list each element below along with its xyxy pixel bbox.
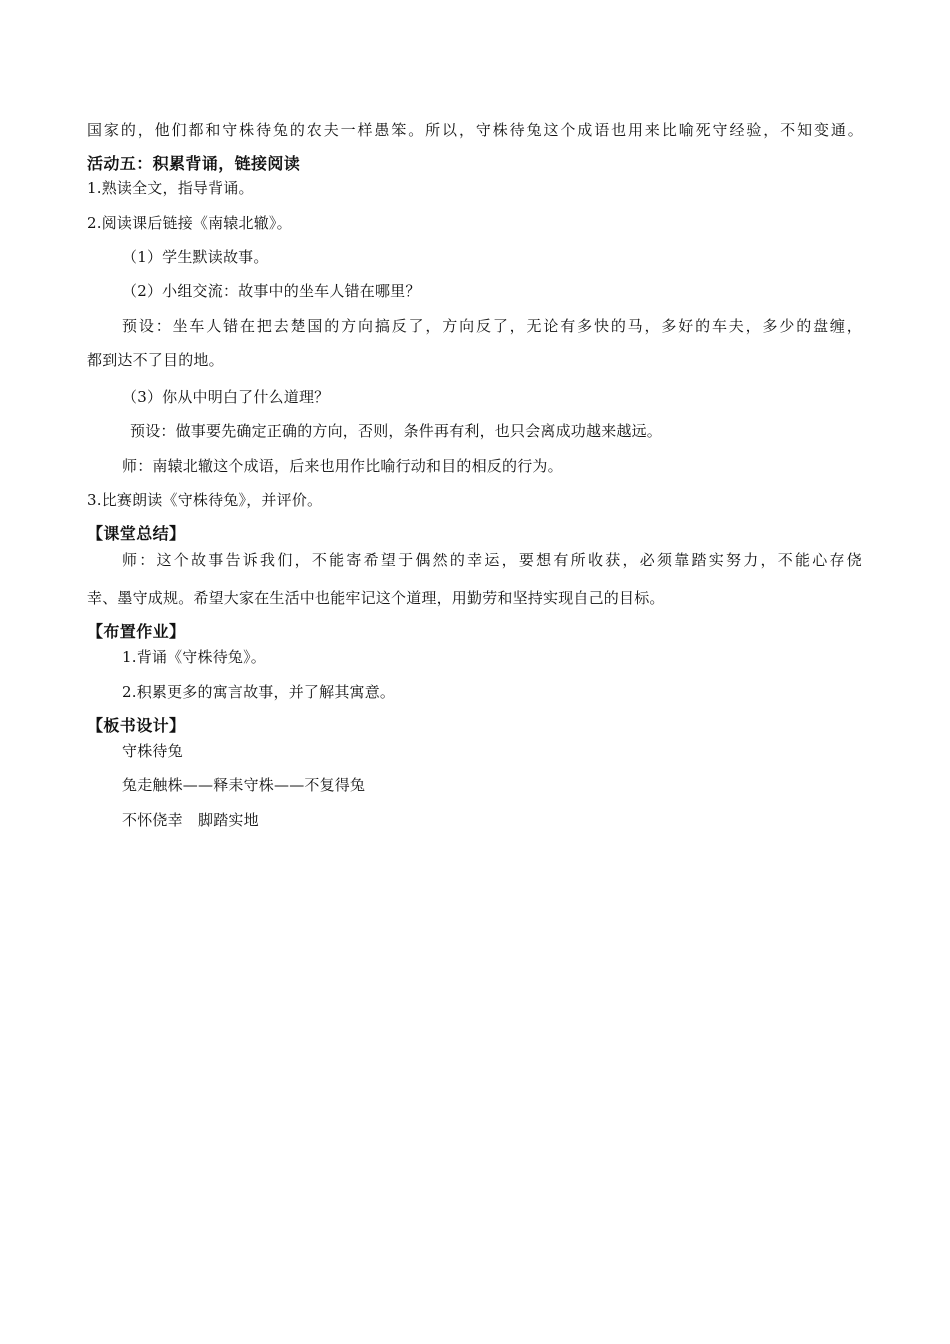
summary-heading: 【课堂总结】 bbox=[87, 524, 186, 543]
board-line: 兔走触株——释耒守株——不复得兔 bbox=[122, 776, 366, 794]
paragraph-line: 预设：做事要先确定正确的方向，否则，条件再有利，也只会离成功越来越远。 bbox=[130, 422, 663, 440]
board-line: 守株待兔 bbox=[122, 742, 183, 760]
list-item: 1.熟读全文，指导背诵。 bbox=[87, 179, 254, 197]
activity-five-heading: 活动五：积累背诵，链接阅读 bbox=[87, 154, 301, 173]
paragraph-line: 国家的，他们都和守株待兔的农夫一样愚笨。所以，守株待兔这个成语也用来比喻死守经验，不知变通。 bbox=[87, 121, 863, 139]
list-item: 3.比赛朗读《守株待兔》，并评价。 bbox=[87, 491, 323, 509]
list-item: 2.积累更多的寓言故事，并了解其寓意。 bbox=[122, 683, 396, 701]
paragraph-line: 师：南辕北辙这个成语，后来也用作比喻行动和目的相反的行为。 bbox=[122, 457, 563, 475]
paragraph-line: 都到达不了目的地。 bbox=[87, 351, 224, 369]
board-line: 不怀侥幸 脚踏实地 bbox=[122, 811, 259, 829]
sub-list-item: （2）小组交流：故事中的坐车人错在哪里？ bbox=[122, 282, 421, 300]
paragraph-line: 预设：坐车人错在把去楚国的方向搞反了，方向反了，无论有多快的马，多好的车夫，多少的盘缠， bbox=[122, 317, 862, 335]
paragraph-line: 幸、墨守成规。希望大家在生活中也能牢记这个道理，用勤劳和坚持实现自己的目标。 bbox=[87, 589, 665, 607]
sub-list-item: （3）你从中明白了什么道理？ bbox=[122, 388, 330, 406]
list-item: 2.阅读课后链接《南辕北辙》。 bbox=[87, 214, 292, 232]
list-item: 1.背诵《守株待兔》。 bbox=[122, 648, 267, 666]
sub-list-item: （1）学生默读故事。 bbox=[122, 248, 269, 266]
board-design-heading: 【板书设计】 bbox=[87, 716, 186, 735]
paragraph-line: 师：这个故事告诉我们，不能寄希望于偶然的幸运，要想有所收获，必须靠踏实努力，不能心存侥 bbox=[122, 551, 862, 569]
homework-heading: 【布置作业】 bbox=[87, 622, 186, 641]
